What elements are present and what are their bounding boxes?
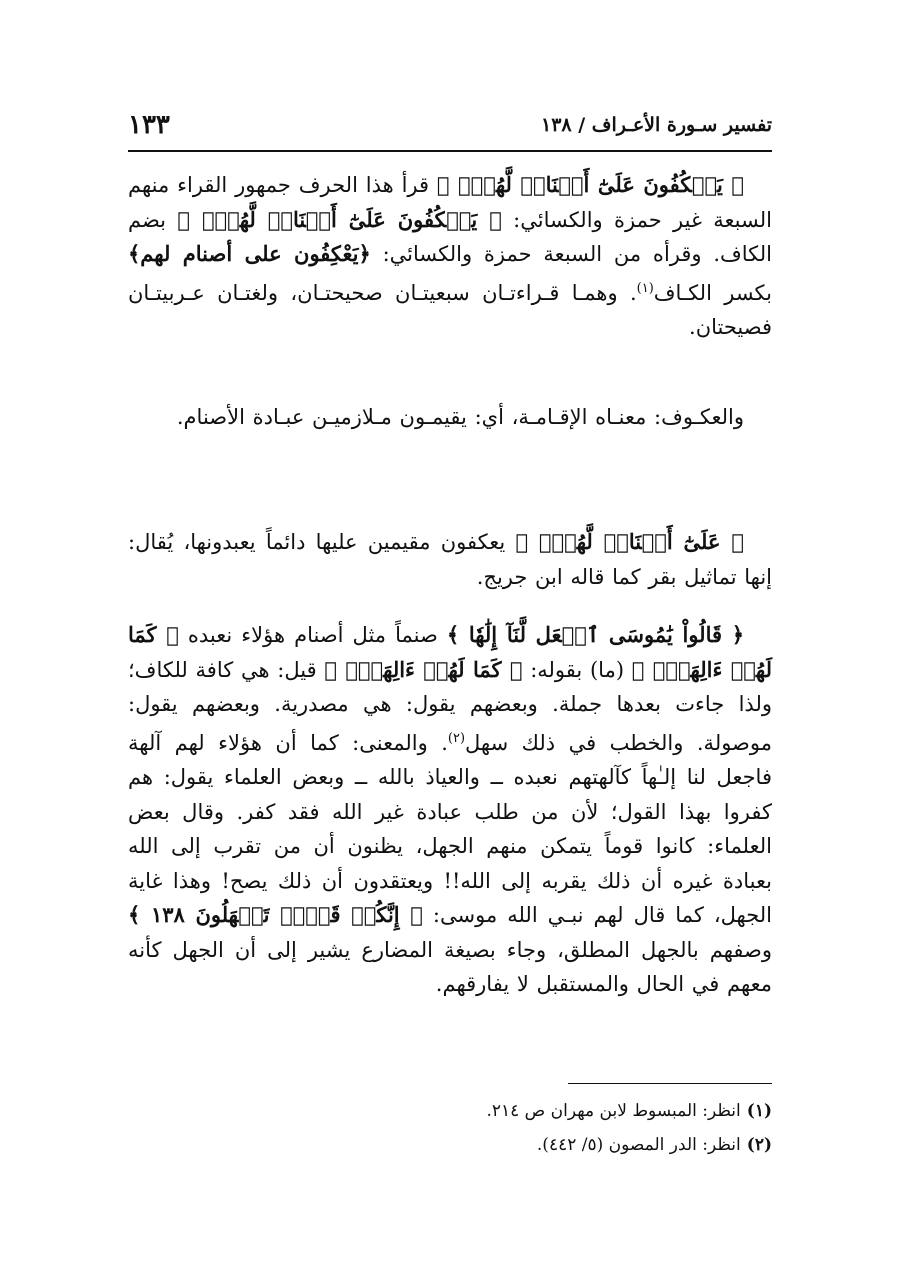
quran-quote: ﴿ عَلَىٰٓ أَصۡنَامٖ لَّهُمۡۚ ﴾ — [515, 529, 744, 554]
text-run: والعكـوف: معنـاه الإقـامـة، أي: يقيمـون مـلازميـن عبـادة الأصنام. — [176, 405, 744, 429]
text-run: قرأ هذا الحرف جمهور القراء منهم السبعة غير حمزة والكسائي: — [128, 173, 772, 232]
footnote-ref: (٢) — [447, 730, 466, 746]
quran-quote: ﴿يَعْكِفُون على أصنام لهم﴾ — [128, 241, 371, 266]
text-run: . والمعنى: كما أن هؤلاء لهم آلهة فاجعل لنا إلـٰهاً كآلهتهم نعبده ــ والعياذ بالله ــ وبعض العلماء يقول: هم كفروا بهذا القول؛ لأن من طلب عبادة غير الله فقد كفر. وقال بعض العلماء: كانوا قوماً يتمكن منهم الجهل، يظنون أن من تقرب إلى الله بعبادة غيره أن ذلك يقربه إلى الله!! ويعتقدون أن ذلك يصح! وهذا غاية الجهل، كما قال لهم نبـي الله موسى: — [128, 730, 773, 927]
text-run: قيل: هي كافة للكاف؛ ولذا جاءت بعدها جملة. وبعضهم يقول: هي مصدرية. وبعضهم يقول: موصولة. والخطب في ذلك سهل — [128, 657, 772, 755]
quran-quote: ﴿ يَعۡكُفُونَ عَلَىٰٓ أَصۡنَامٖ لَّهُمۡۚ ﴾ — [177, 206, 502, 232]
text-run: بكسر الكـاف — [653, 280, 772, 305]
quran-quote: ﴿ كَمَا لَهُمۡ ءَالِهَةٞۚ ﴾ — [324, 656, 523, 682]
header-rule — [128, 150, 772, 152]
text-run: وصفهم بالجهل المطلق، وجاء بصيغة المضارع يشير إلى أن الجهل كأنه معهم في الحال والمستقبل لا يفارقهم. — [128, 937, 772, 996]
quran-quote: ﴿ يَعۡكُفُونَ عَلَىٰٓ أَصۡنَامٖ لَّهُمۡۚ ﴾ — [436, 172, 744, 197]
text-run: يعكفون مقيمين عليها دائماً يعبدونها، يُقال: إنها تماثيل بقر كما قاله ابن جريج. — [128, 530, 772, 589]
footnote-item — [128, 1094, 772, 1128]
paragraph-asnam — [128, 525, 772, 594]
footnote-number: (٢) — [746, 1135, 772, 1155]
text-run: صنماً مثل أصنام هؤلاء نعبده — [178, 623, 447, 647]
footnote-number: (١) — [746, 1101, 772, 1121]
main-text — [128, 168, 772, 1002]
footnote-text: انظر: المبسوط لابن مهران ص ٢١٤. — [486, 1101, 741, 1121]
running-title: تفسير سـورة الأعـراف / ١٣٨ — [541, 114, 772, 136]
page-header — [128, 110, 772, 150]
footnote-rule — [568, 1083, 772, 1084]
text-run: بضم الكاف. وقرأه من السبعة حمزة والكسائي: — [128, 207, 773, 266]
quran-quote: ﴿ إِنَّكُمۡ قَوۡمٞ تَجۡهَلُونَ ١٣٨ ﴾ — [128, 902, 423, 927]
footnotes — [128, 1094, 772, 1162]
text-run: (ما) بقوله: — [522, 657, 632, 682]
footnote-item — [128, 1128, 772, 1162]
footnote-text: انظر: الدر المصون (٥/ ٤٤٢). — [536, 1135, 741, 1155]
quran-quote: ﴿ كَمَا لَهُمۡ ءَالِهَةٞۚ ﴾ — [128, 622, 772, 682]
quran-quote: ﴿ قَالُواْ يَٰمُوسَى ٱجۡعَل لَّنَآ إِلَٰهٗا ﴾ — [446, 622, 745, 647]
paragraph-qiraat — [128, 168, 772, 376]
text-run: . وهمـا قـراءتـان سبعيتـان صحيحتـان، ولغتـان عـربيتـان فصيحتان. — [128, 280, 772, 339]
footnote-ref: (١) — [636, 280, 654, 296]
paragraph-ilah — [128, 618, 772, 1002]
page-number: ١٣٣ — [128, 110, 170, 140]
paragraph-ukuf — [128, 400, 772, 503]
